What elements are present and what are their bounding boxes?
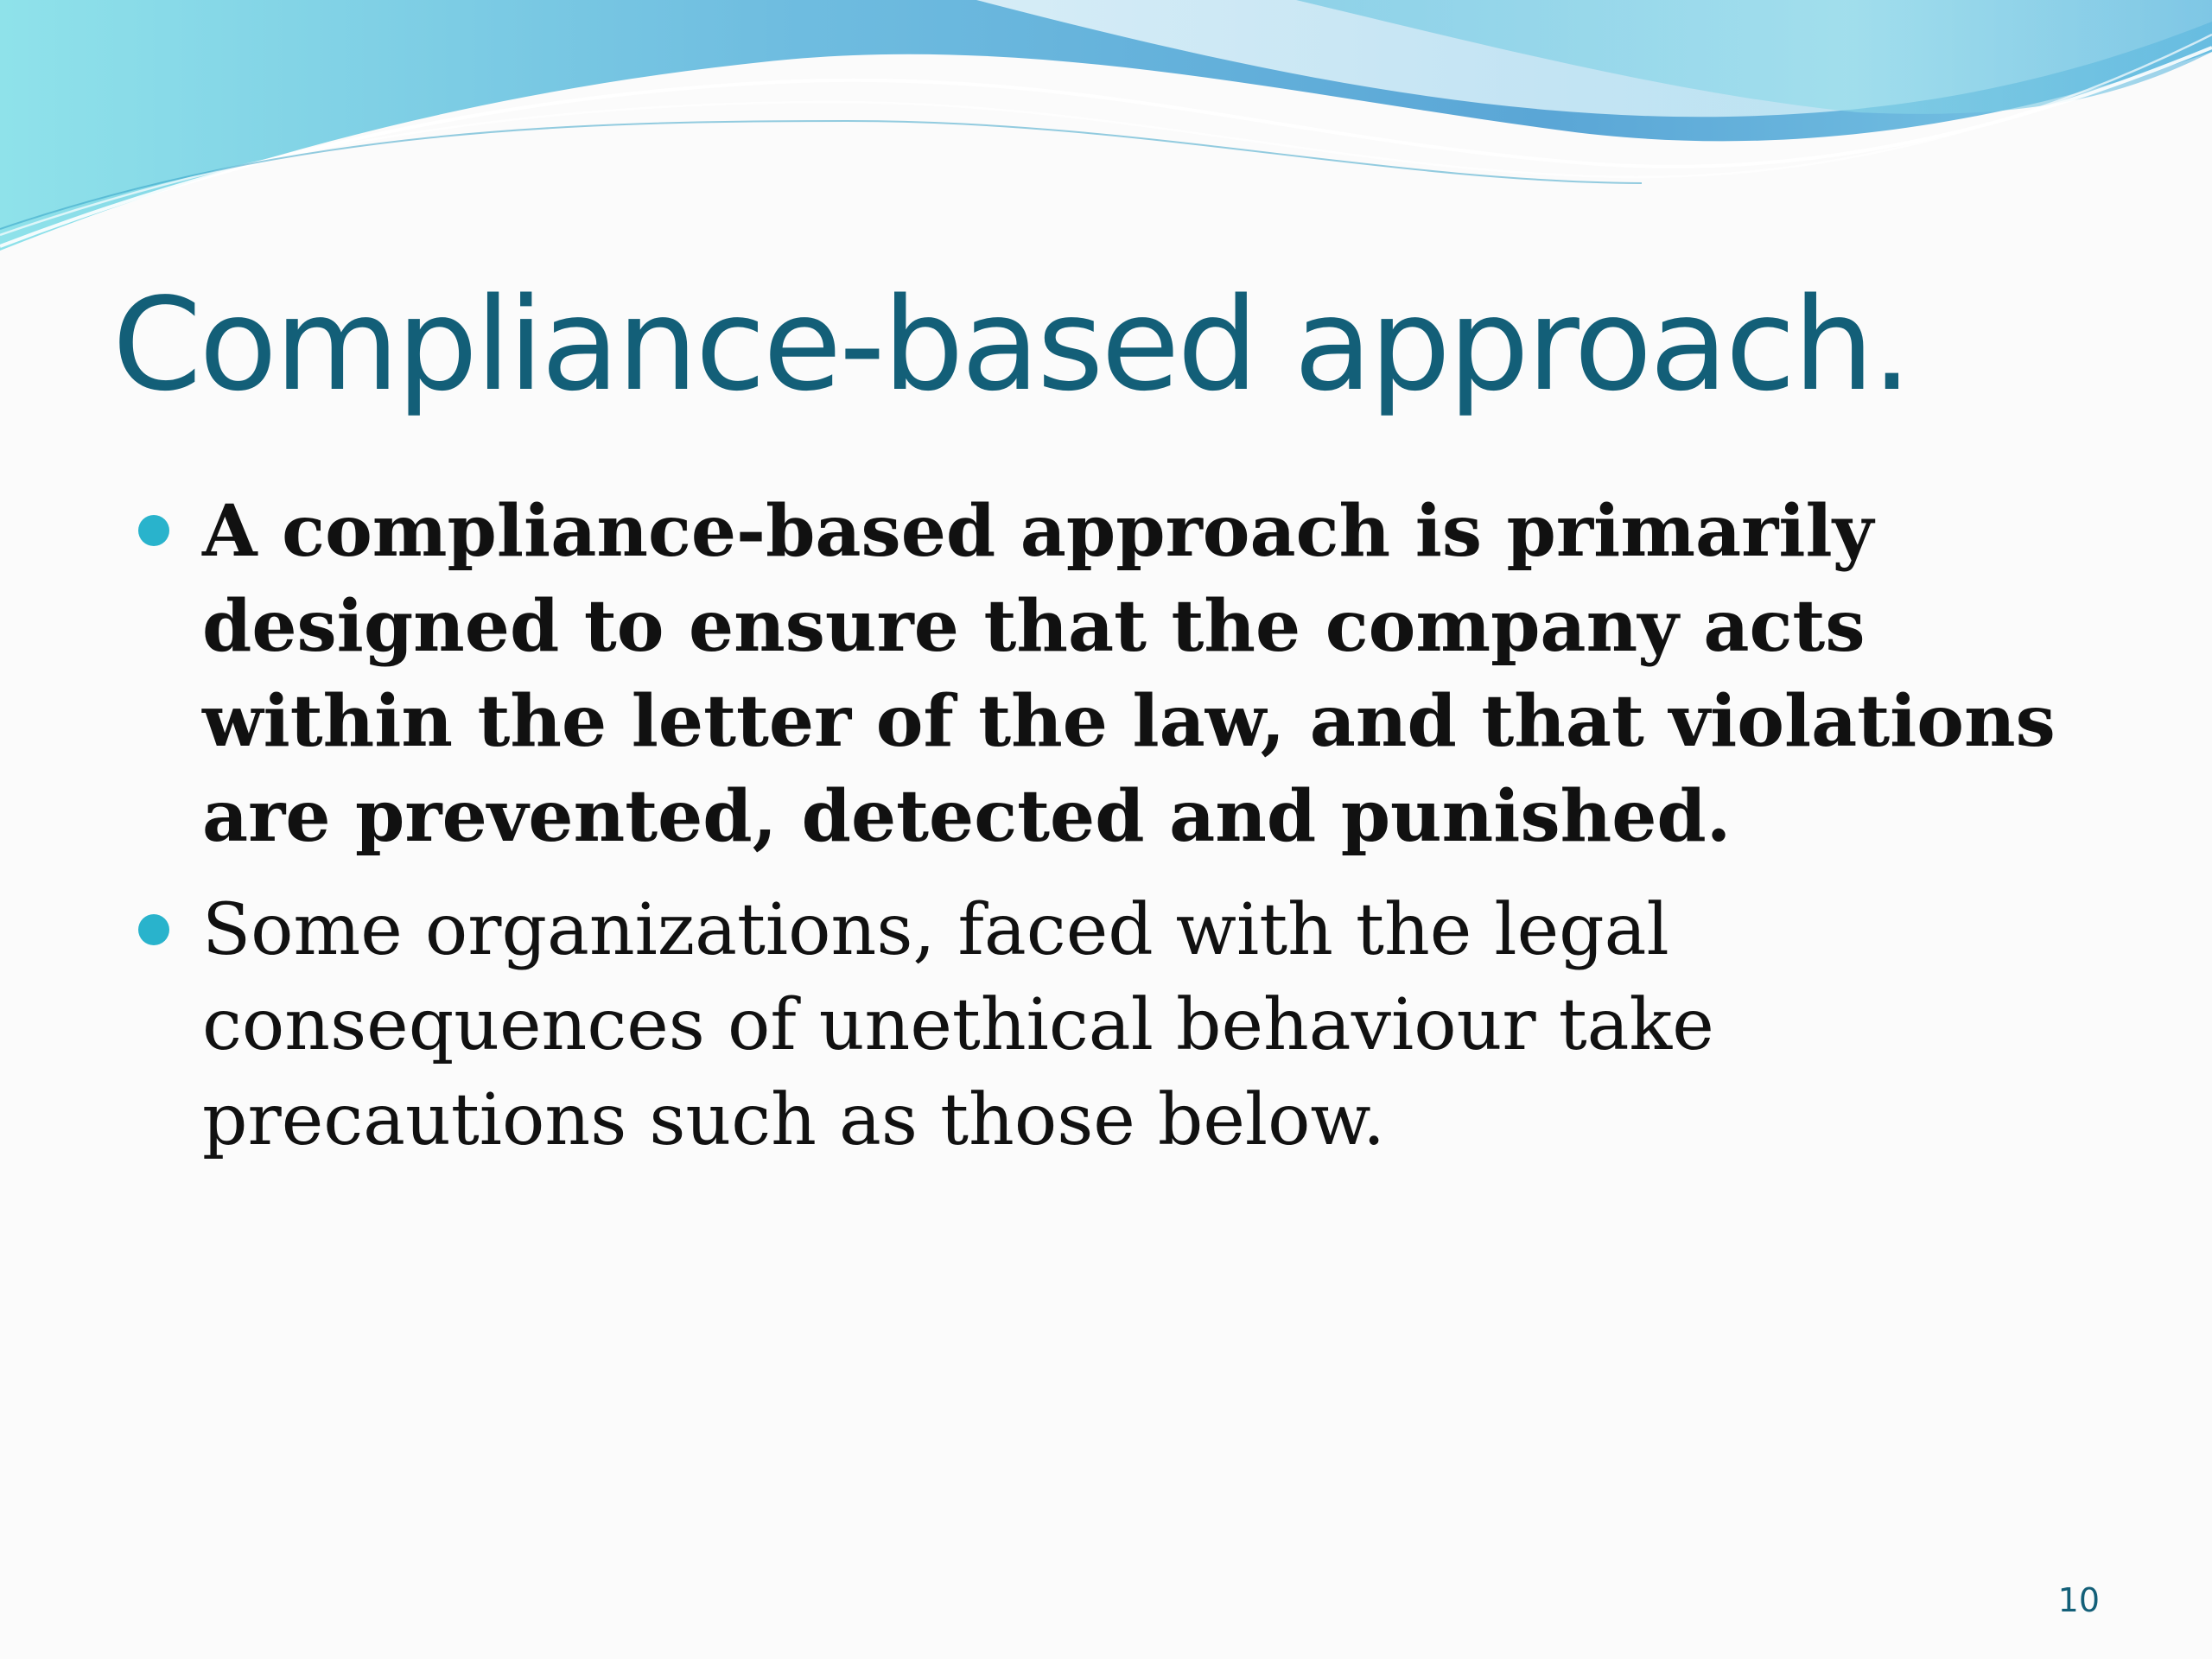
bullet-dot-icon [138,515,169,546]
bullet-dot-icon [138,914,169,945]
header-wave-decoration [0,0,2212,259]
bullet-item [138,484,2108,864]
slide-title: Compliance-based approach. [112,270,1910,419]
bullet-item [138,883,2108,1168]
bullet-text: Some organizations, faced with the legal consequences of unethical behaviour take precautions such as those below. [202,889,1714,1161]
bullet-list [138,484,2108,1168]
page-number: 10 [2057,1581,2100,1619]
bullet-text: A compliance-based approach is primarily designed to ensure that the company acts within the letter of the law, and that violations are prevented, detected and punished. [202,490,2056,858]
